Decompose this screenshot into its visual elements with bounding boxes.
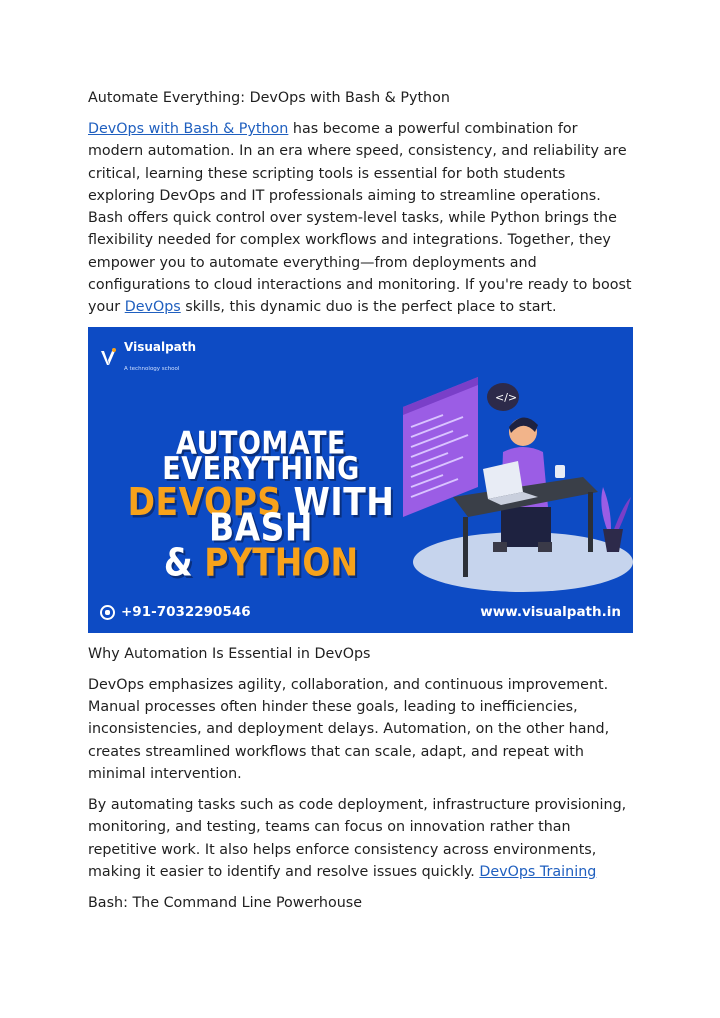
section-title-why-automation: Why Automation Is Essential in DevOps <box>88 645 371 662</box>
why-automation-paragraph: DevOps emphasizes agility, collaboration, and continuous improvement. Manual processes often hinder these goals, leading to inefficiencies, inconsistencies, and deployment delays. Automation, on the other hand, creates streamlined workflows that can scale, adapt, and repeat with minimal intervention. <box>88 676 610 782</box>
phone-number <box>100 601 251 623</box>
headline-line-2 <box>96 479 426 551</box>
developer-illustration <box>383 357 633 607</box>
promo-banner <box>88 327 633 633</box>
code-tag: </> <box>495 390 518 404</box>
intro-paragraph <box>88 118 633 319</box>
intro-text-2: skills, this dynamic duo is the perfect place to start. <box>180 299 557 316</box>
devops-bash-python-link[interactable]: DevOps with Bash & Python <box>88 121 289 137</box>
headline-line-1: AUTOMATE EVERYTHING <box>162 425 360 487</box>
headline-line-3 <box>96 539 426 585</box>
article-title: Automate Everything: DevOps with Bash & Python <box>88 90 450 106</box>
visualpath-logo <box>98 336 196 381</box>
logo-name: Visualpath <box>124 339 197 354</box>
headline-with-bash: WITH BASH <box>208 479 395 551</box>
intro-text-1: has become a powerful combination for modern automation. In an era where speed, consistency, and reliability are critical, learning these scripting tools is essential for both students exploring DevOps and IT professionals aiming to streamline operations. Bash offers quick control over system-level tasks, while Python brings the flexibility needed for complex workflows and integrations. Together, they empower you to automate everything—from deployments and configurations to cloud interactions and monitoring. If you're ready to boost your <box>88 121 632 316</box>
website-url: www.visualpath.in <box>480 604 621 621</box>
headline-devops: DEVOPS <box>127 479 282 525</box>
logo-tagline: A technology school <box>124 365 180 372</box>
section-title-bash: Bash: The Command Line Powerhouse <box>88 895 363 912</box>
coffee-cup-icon <box>555 465 565 478</box>
banner-headline <box>96 425 426 585</box>
code-bubble-icon <box>487 383 519 411</box>
phone-text: +91-7032290546 <box>121 604 251 621</box>
plant-icon <box>601 487 631 552</box>
devops-training-link[interactable]: DevOps Training <box>479 864 597 881</box>
benefits-text: By automating tasks such as code deployment, infrastructure provisioning, monitoring, and testing, teams can focus on innovation rather than repetitive work. It also helps enforce consistency across environments, making it easier to identify and resolve issues quickly. <box>88 797 627 881</box>
devops-link[interactable]: DevOps <box>124 299 181 316</box>
document-content <box>88 87 633 914</box>
whatsapp-icon <box>100 605 115 620</box>
headline-ampersand: & <box>163 539 205 585</box>
visualpath-logo-icon <box>98 347 120 369</box>
automation-benefits-paragraph <box>88 794 633 883</box>
headline-python: PYTHON <box>204 539 359 585</box>
